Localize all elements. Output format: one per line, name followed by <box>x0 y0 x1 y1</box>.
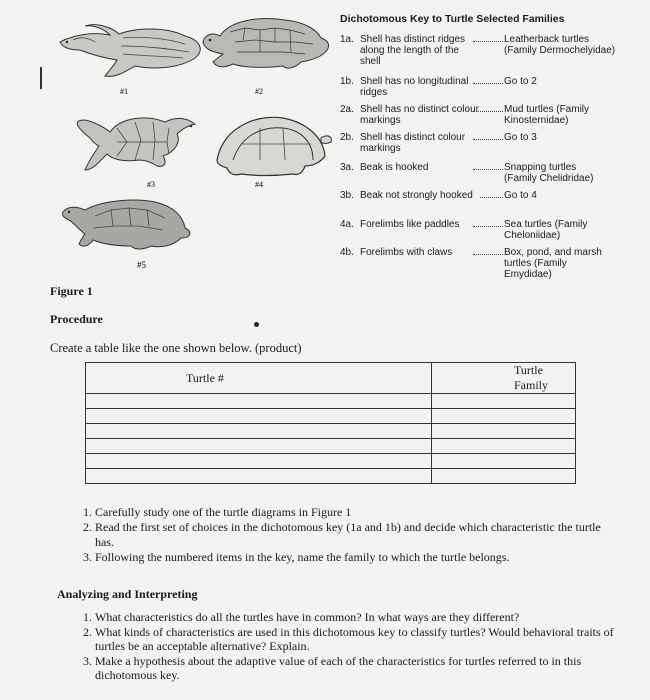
analyzing-heading: Analyzing and Interpreting <box>57 587 198 601</box>
analysis-question: 1. What characteristics do all the turtles have in common? In what ways are they different? <box>95 610 615 625</box>
table-cell[interactable] <box>86 454 432 469</box>
leader-dots <box>473 34 503 42</box>
table-cell[interactable] <box>432 439 576 454</box>
key-entry-text: Beak not strongly hooked <box>360 190 473 201</box>
turtle-2-label: #2 <box>255 87 263 96</box>
key-entry-number: 2b. <box>340 132 354 143</box>
table-cell[interactable] <box>432 454 576 469</box>
table-cell[interactable] <box>86 409 432 424</box>
key-entry-result: Mud turtles (Family Kinosternidae) <box>504 104 590 126</box>
leader-dots <box>473 219 503 227</box>
key-entry-result: Snapping turtles (Family Chelidridae) <box>504 162 594 184</box>
bullet-dot <box>254 322 259 327</box>
procedure-instruction: Create a table like the one shown below. (product) <box>50 341 302 355</box>
leader-dots <box>473 132 503 140</box>
leader-dots <box>473 104 503 112</box>
table-row <box>86 409 576 424</box>
key-entry-result: Box, pond, and marsh turtles (Family Emydidae) <box>504 247 602 280</box>
turtle-2-illustration <box>203 19 329 69</box>
turtle-3-label: #3 <box>147 180 155 189</box>
key-entry-number: 4a. <box>340 219 354 230</box>
procedure-step: 1. Carefully study one of the turtle diagrams in Figure 1 <box>95 505 615 520</box>
key-entry-text: Shell has distinct colour markings <box>360 132 466 154</box>
procedure-step: 3. Following the numbered items in the key, name the family to which the turtle belongs. <box>95 550 615 565</box>
table-cell[interactable] <box>432 469 576 484</box>
turtle-4-label: #4 <box>255 180 263 189</box>
leader-dots <box>473 76 503 84</box>
key-entry-result: Go to 2 <box>504 76 537 87</box>
turtle-5-label: #5 <box>137 260 146 270</box>
key-entry-number: 2a. <box>340 104 354 115</box>
turtle-1-illustration <box>60 25 200 77</box>
leader-dots <box>480 190 503 198</box>
turtle-3-illustration <box>77 118 195 170</box>
table-row <box>86 439 576 454</box>
table-row <box>86 424 576 439</box>
analysis-question: 3. Make a hypothesis about the adaptive value of each of the characteristics for turtles referred to in this dichotomous key. <box>95 654 615 683</box>
key-entry-text: Shell has no distinct colour markings <box>360 104 479 126</box>
procedure-step: 2. Read the first set of choices in the dichotomous key (1a and 1b) and decide which characteristic the turtle has. <box>95 520 615 550</box>
key-entry-result: Leatherback turtles (Family Dermochelyidae) <box>504 34 616 56</box>
key-title: Dichotomous Key to Turtle Selected Families <box>340 13 565 25</box>
key-entry-number: 3a. <box>340 162 354 173</box>
table-row <box>86 454 576 469</box>
table-cell[interactable] <box>432 409 576 424</box>
key-entry-text: Beak is hooked <box>360 162 429 173</box>
key-entry-result: Go to 3 <box>504 132 537 143</box>
key-entry-number: 3b. <box>340 190 354 201</box>
key-entry-number: 4b. <box>340 247 354 258</box>
table-cell[interactable] <box>86 469 432 484</box>
figure-caption: Figure 1 <box>50 284 93 298</box>
table-header-turtle-number: Turtle # <box>86 363 432 394</box>
turtle-5-illustration <box>62 200 189 249</box>
key-entry-text: Shell has no longitudinal ridges <box>360 76 469 98</box>
table-cell[interactable] <box>86 424 432 439</box>
table-header-row <box>86 363 576 394</box>
table-header-turtle-family: Turtle Family <box>432 363 576 394</box>
key-entry-number: 1a. <box>340 34 354 45</box>
key-entry-result: Go to 4 <box>504 190 537 201</box>
table-row <box>86 394 576 409</box>
key-entry-text: Shell has distinct ridges along the length of the shell <box>360 34 466 67</box>
key-entry-result: Sea turtles (Family Cheloniidae) <box>504 219 588 241</box>
turtle-family-table <box>85 362 576 484</box>
leader-dots <box>473 162 503 170</box>
table-row <box>86 469 576 484</box>
procedure-steps <box>77 505 615 565</box>
key-entry-number: 1b. <box>340 76 354 87</box>
table-cell[interactable] <box>432 394 576 409</box>
procedure-heading: Procedure <box>50 312 103 326</box>
key-entry-text: Forelimbs like paddles <box>360 219 460 230</box>
leader-dots <box>473 247 503 255</box>
table-cell[interactable] <box>86 394 432 409</box>
analysis-question: 2. What kinds of characteristics are used in this dichotomous key to classify turtles? Would behavioral traits of turtles be an acceptable alternative? Explain. <box>95 625 615 654</box>
analyzing-questions <box>77 610 615 683</box>
turtle-figure <box>55 10 335 280</box>
key-entry-text: Forelimbs with claws <box>360 247 453 258</box>
table-cell[interactable] <box>86 439 432 454</box>
turtle-1-label: #1 <box>120 87 128 96</box>
turtle-4-illustration <box>217 117 331 175</box>
table-cell[interactable] <box>432 424 576 439</box>
margin-mark <box>40 67 42 89</box>
